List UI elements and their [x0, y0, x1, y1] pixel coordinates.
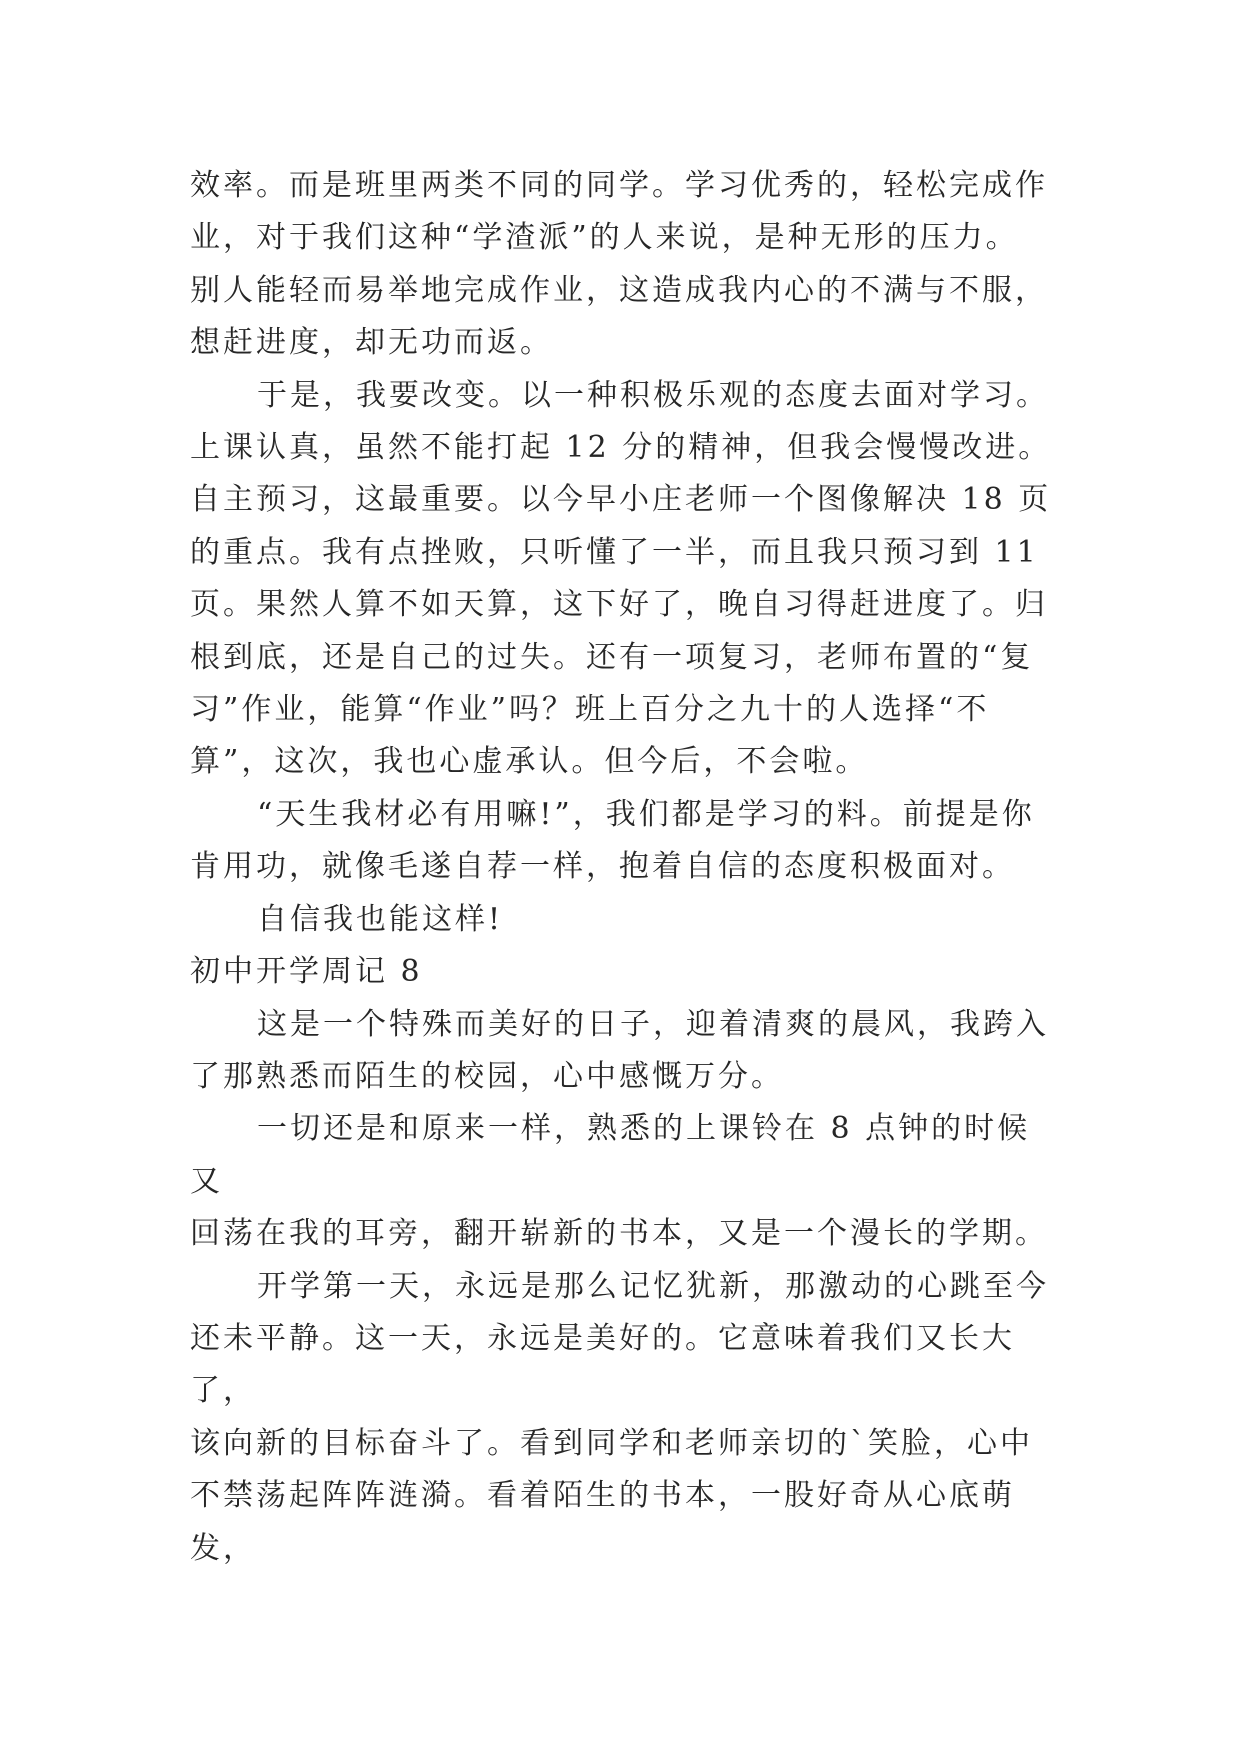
- text-line: 初中开学周记 8: [190, 954, 423, 990]
- text-line: 自主预习，这最重要。以今早小庄老师一个图像解决 18 页: [190, 482, 1052, 518]
- text-line: 于是，我要改变。以一种积极乐观的态度去面对学习。: [257, 377, 1049, 413]
- text-line: 业，对于我们这种“学渣派”的人来说，是种无形的压力。: [190, 220, 1019, 256]
- paragraph: [190, 1261, 1060, 1575]
- paragraph: [190, 1103, 1060, 1260]
- text-line: 的重点。我有点挫败，只听懂了一半，而且我只预习到 11: [190, 534, 1039, 570]
- text-line: 开学第一天，永远是那么记忆犹新，那激动的心跳至今: [257, 1268, 1049, 1304]
- text-line: “天生我材必有用嘛!”，我们都是学习的料。前提是你: [257, 796, 1035, 832]
- text-line: 别人能轻而易举地完成作业，这造成我内心的不满与不服，: [190, 272, 1048, 308]
- text-line: 算”，这次，我也心虚承认。但今后，不会啦。: [190, 744, 869, 780]
- text-line: 这是一个特殊而美好的日子，迎着清爽的晨风，我跨入: [257, 1006, 1049, 1042]
- text-line: 上课认真，虽然不能打起 12 分的精神，但我会慢慢改进。: [190, 430, 1052, 466]
- text-line: 一切还是和原来一样，熟悉的上课铃在 8 点钟的时候又: [190, 1111, 1031, 1199]
- document-body: [190, 160, 1060, 1575]
- paragraph: [190, 160, 1060, 370]
- paragraph: [190, 894, 1060, 946]
- paragraph: [190, 789, 1060, 894]
- text-line: 效率。而是班里两类不同的同学。学习优秀的，轻松完成作: [190, 168, 1048, 203]
- text-line: 想赶进度，却无功而返。: [190, 325, 553, 361]
- paragraph: [190, 370, 1060, 789]
- text-line: 该向新的目标奋斗了。看到同学和老师亲切的`笑脸，心中: [190, 1425, 1033, 1461]
- text-line: 页。果然人算不如天算，这下好了，晚自习得赶进度了。归: [190, 587, 1048, 623]
- text-line: 还未平静。这一天，永远是美好的。它意味着我们又长大了，: [190, 1320, 1015, 1409]
- section-heading: [190, 946, 1060, 998]
- text-line: 肯用功，就像毛遂自荐一样，抱着自信的态度积极面对。: [190, 849, 1015, 885]
- text-line: 自信我也能这样!: [257, 901, 504, 937]
- text-line: 不禁荡起阵阵涟漪。看着陌生的书本，一股好奇从心底萌发，: [190, 1478, 1015, 1566]
- text-line: 习”作业，能算“作业”吗？班上百分之九十的人选择“不: [190, 692, 990, 728]
- text-line: 了那熟悉而陌生的校园，心中感慨万分。: [190, 1058, 784, 1094]
- paragraph: [190, 999, 1060, 1104]
- text-line: 回荡在我的耳旁，翻开崭新的书本，又是一个漫长的学期。: [190, 1216, 1048, 1252]
- text-line: 根到底，还是自己的过失。还有一项复习，老师布置的“复: [190, 639, 1034, 675]
